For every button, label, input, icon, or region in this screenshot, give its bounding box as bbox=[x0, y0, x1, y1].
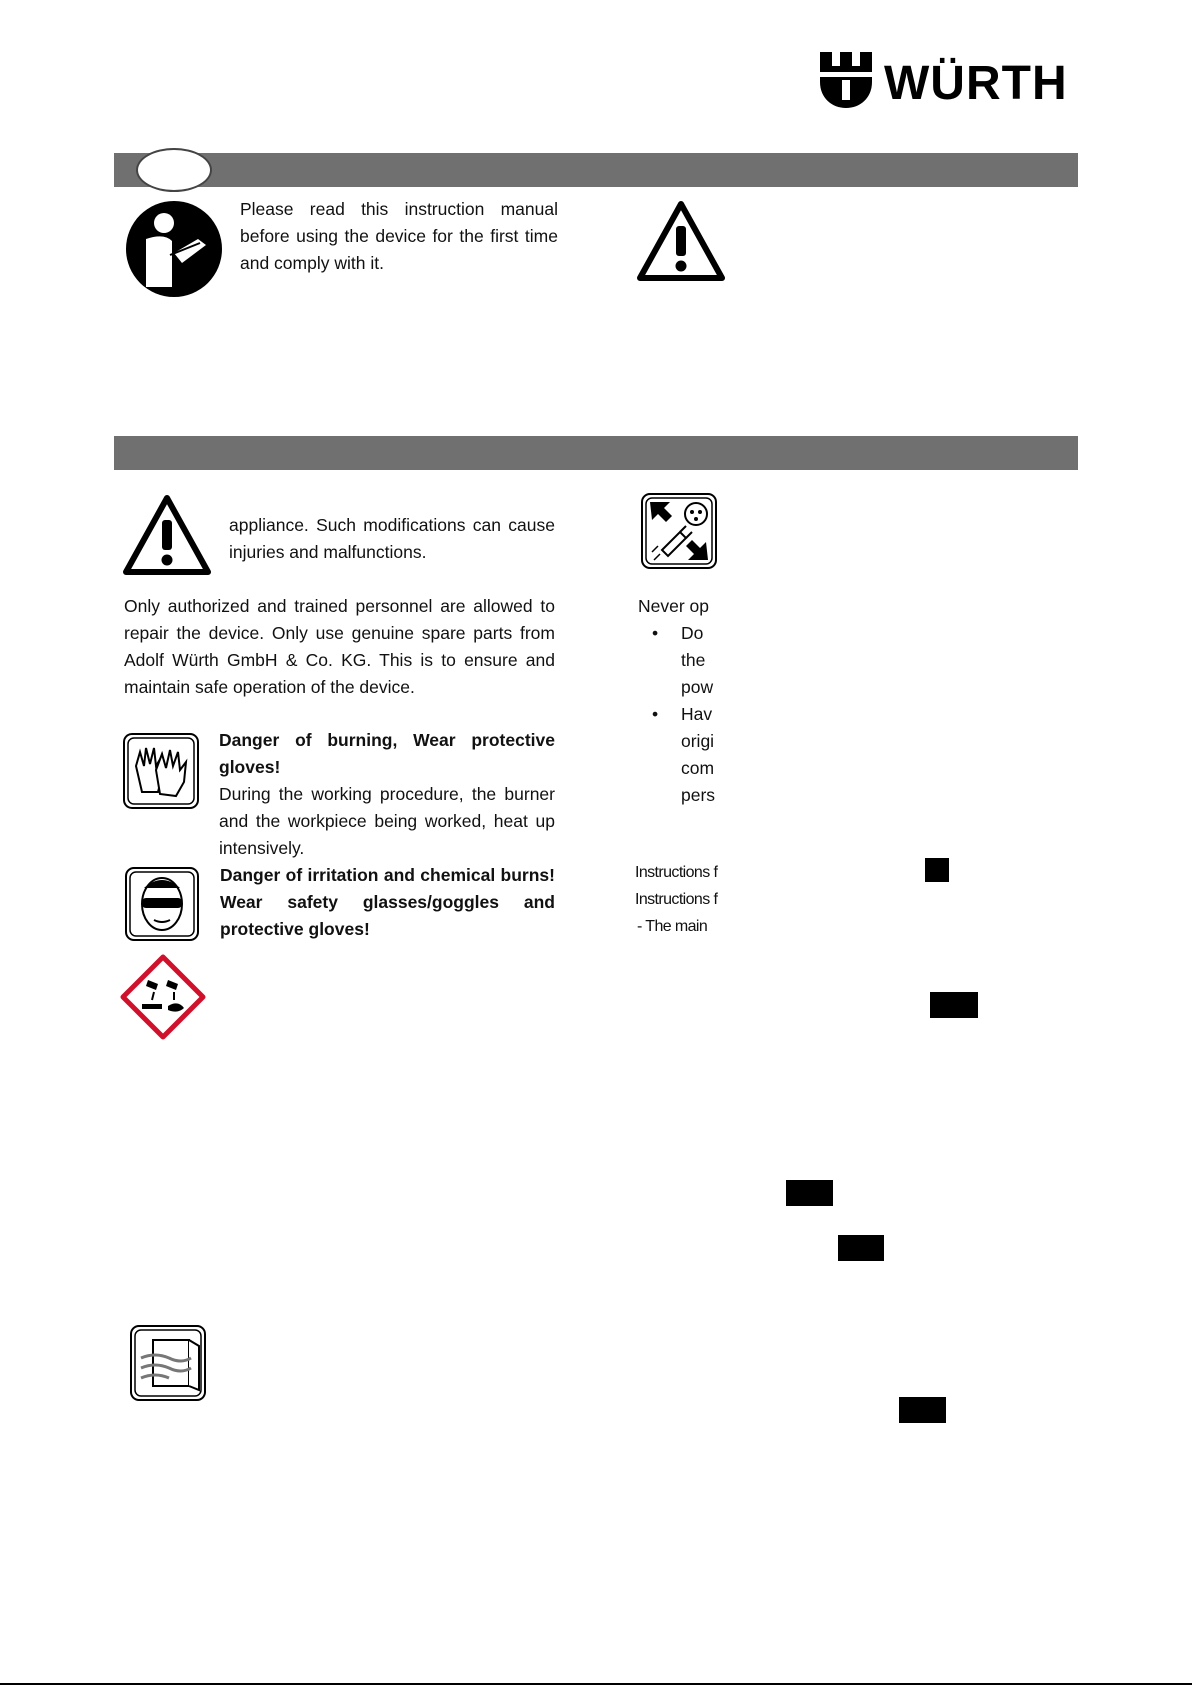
never-open-text: Never op bbox=[638, 596, 710, 616]
goggles-warning-title: Danger of irritation and chemical burns! Wear safety glasses/goggles and protective gloves! bbox=[220, 865, 555, 939]
safety-goggles-icon bbox=[124, 866, 200, 947]
ventilation-icon bbox=[129, 1324, 207, 1407]
redacted-block bbox=[899, 1397, 946, 1423]
redacted-block bbox=[838, 1235, 884, 1261]
instructions-line1: Instructions f bbox=[635, 864, 718, 881]
unplug-mains-icon bbox=[640, 492, 718, 575]
redacted-block bbox=[925, 858, 949, 882]
bullet-dot: • bbox=[652, 623, 659, 643]
redacted-block bbox=[786, 1180, 833, 1206]
warning-triangle-icon bbox=[636, 200, 726, 287]
mains-line: - The main bbox=[637, 918, 708, 935]
section-header-bar-safety bbox=[114, 436, 1078, 470]
manual-instruction-text: Please read this instruction manual before using the device for the first time and comply with it. bbox=[240, 199, 558, 273]
gloves-warning-body: During the working procedure, the burner and the workpiece being worked, heat up intensively. bbox=[219, 784, 555, 858]
bullet-dot: • bbox=[652, 704, 659, 724]
bullet1-line1: Do bbox=[681, 623, 704, 643]
bullet2-line2: origi bbox=[681, 731, 715, 751]
instructions-line2: Instructions f bbox=[635, 891, 718, 908]
protective-gloves-icon bbox=[122, 732, 200, 815]
bullet1-line3: pow bbox=[681, 677, 714, 697]
bullet2-line4: pers bbox=[681, 785, 716, 805]
logo-text: WÜRTH bbox=[884, 57, 1068, 110]
language-badge bbox=[136, 148, 212, 192]
wurth-logo bbox=[818, 50, 1078, 110]
wurth-logo-mark bbox=[818, 50, 1078, 110]
bullet2-line1: Hav bbox=[681, 704, 713, 724]
gloves-warning-title: Danger of burning, Wear protective gloves! bbox=[219, 730, 555, 777]
goggles-warning-text bbox=[220, 862, 555, 943]
read-manual-icon bbox=[124, 199, 224, 304]
bullet1-line2: the bbox=[681, 650, 706, 670]
redacted-block bbox=[930, 992, 978, 1018]
warning-triangle-icon bbox=[122, 494, 212, 581]
corrosive-hazard-icon bbox=[120, 954, 206, 1045]
bullet2-line3: com bbox=[681, 758, 715, 778]
gloves-warning-text bbox=[219, 727, 555, 862]
repair-info-text: Only authorized and trained personnel are allowed to repair the device. Only use genuine spare parts from Adolf Würth GmbH & Co. KG. This is to ensure and maintain safe operation of the device. bbox=[124, 596, 555, 697]
section-header-bar bbox=[114, 153, 1078, 187]
modification-warning-text: appliance. Such modifications can cause injuries and malfunctions. bbox=[229, 515, 555, 562]
